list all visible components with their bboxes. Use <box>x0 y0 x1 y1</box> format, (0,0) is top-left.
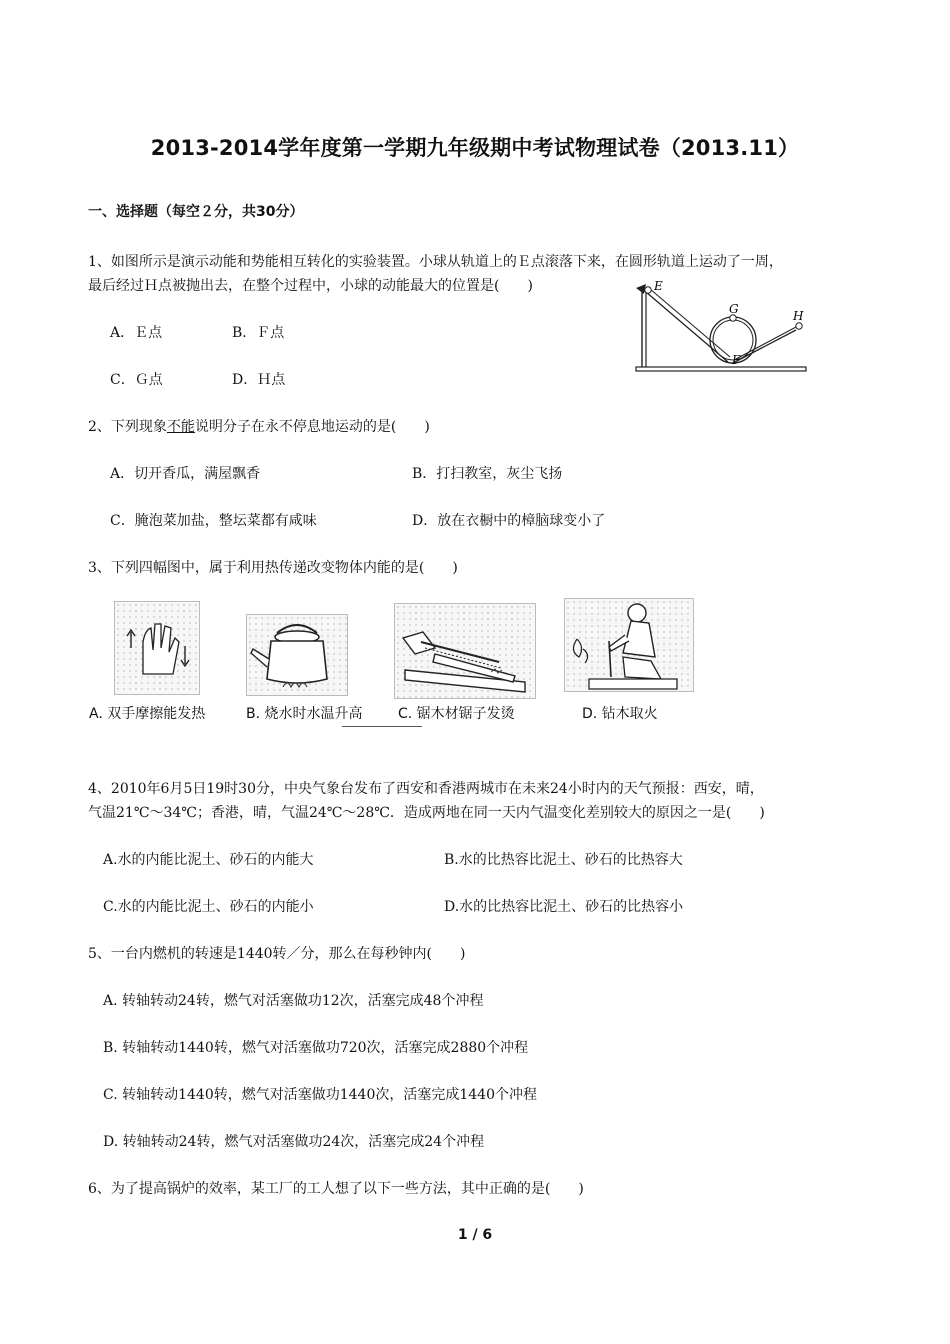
page-number: 1 / 6 <box>457 1227 493 1243</box>
q2-text-pre: 2、下列现象 <box>88 419 167 435</box>
label-g: G <box>729 302 739 316</box>
label-e: E <box>654 279 663 293</box>
page-title: 2013-2014学年度第一学期九年级期中考试物理试卷（2013.11） <box>150 136 800 160</box>
q3-caption-d: D. 钻木取火 <box>582 706 658 722</box>
q3-caption-a: A. 双手摩擦能发热 <box>89 706 206 722</box>
q4-option-b: B.水的比热容比泥土、砂石的比热容大 <box>444 852 683 868</box>
q5-option-a: A. 转轴转动24转，燃气对活塞做功12次，活塞完成48个冲程 <box>103 993 484 1009</box>
label-h: H <box>793 309 804 323</box>
q5-option-c: C. 转轴转动1440转，燃气对活塞做功1440次，活塞完成1440个冲程 <box>103 1087 537 1103</box>
q1-text-line1: 1、如图所示是演示动能和势能相互转化的实验装置。小球从轨道上的Ｅ点滚落下来，在圆形轨道上运动了一周， <box>88 254 783 270</box>
q4-text-line2: 气温21℃～34℃；香港，晴，气温24℃～28℃．造成两地在同一天内气温变化差别较大的原因之一是( ) <box>88 805 765 821</box>
label-f: F <box>732 353 741 367</box>
q2-text <box>88 416 430 436</box>
q3-text: 3、下列四幅图中，属于利用热传递改变物体内能的是( ) <box>88 560 458 576</box>
q5-option-d: D. 转轴转动24转，燃气对活塞做功24次，活塞完成24个冲程 <box>103 1134 485 1150</box>
hands-rubbing-image <box>114 601 200 695</box>
q1-option-d: D．Ｈ点 <box>232 372 286 388</box>
kettle-image <box>246 614 348 696</box>
q4-text-line1: 4、2010年6月5日19时30分，中央气象台发布了西安和香港两城市在未来24小时内的天气预报：西安，晴， <box>88 781 764 797</box>
track-diagram <box>632 278 812 378</box>
q5-option-b: B. 转轴转动1440转，燃气对活塞做功720次，活塞完成2880个冲程 <box>103 1040 529 1056</box>
q6-text: 6、为了提高锅炉的效率，某工厂的工人想了以下一些方法，其中正确的是( ) <box>88 1181 584 1197</box>
q2-text-underlined: 不能 <box>166 419 195 435</box>
q1-option-a: A．Ｅ点 <box>110 325 163 341</box>
divider-line <box>342 726 422 727</box>
q4-option-c: C.水的内能比泥土、砂石的内能小 <box>103 899 314 915</box>
q2-option-a: A．切开香瓜，满屋飘香 <box>110 466 261 482</box>
q2-option-d: D．放在衣橱中的樟脑球变小了 <box>412 513 606 529</box>
q1-option-c: C．Ｇ点 <box>110 372 163 388</box>
sawing-wood-image <box>394 603 536 699</box>
q1-option-b: B．Ｆ点 <box>232 325 285 341</box>
q3-caption-b: B. 烧水时水温升高 <box>246 706 363 722</box>
q1-text-line2: 最后经过Ｈ点被抛出去，在整个过程中，小球的动能最大的位置是( ) <box>88 278 533 294</box>
q4-option-d: D.水的比热容比泥土、砂石的比热容小 <box>444 899 684 915</box>
section-heading: 一、选择题（每空２分，共30分） <box>88 204 304 220</box>
q3-caption-c: C. 锯木材锯子发烫 <box>398 706 515 722</box>
q4-option-a: A.水的内能比泥土、砂石的内能大 <box>103 852 314 868</box>
q5-text: 5、一台内燃机的转速是1440转／分，那么在每秒钟内( ) <box>88 946 466 962</box>
q2-option-c: C．腌泡菜加盐，整坛菜都有咸味 <box>110 513 317 529</box>
q2-option-b: B．打扫教室，灰尘飞扬 <box>412 466 563 482</box>
drilling-fire-image <box>564 598 694 692</box>
q2-text-post: 说明分子在永不停息地运动的是( ) <box>194 419 430 435</box>
